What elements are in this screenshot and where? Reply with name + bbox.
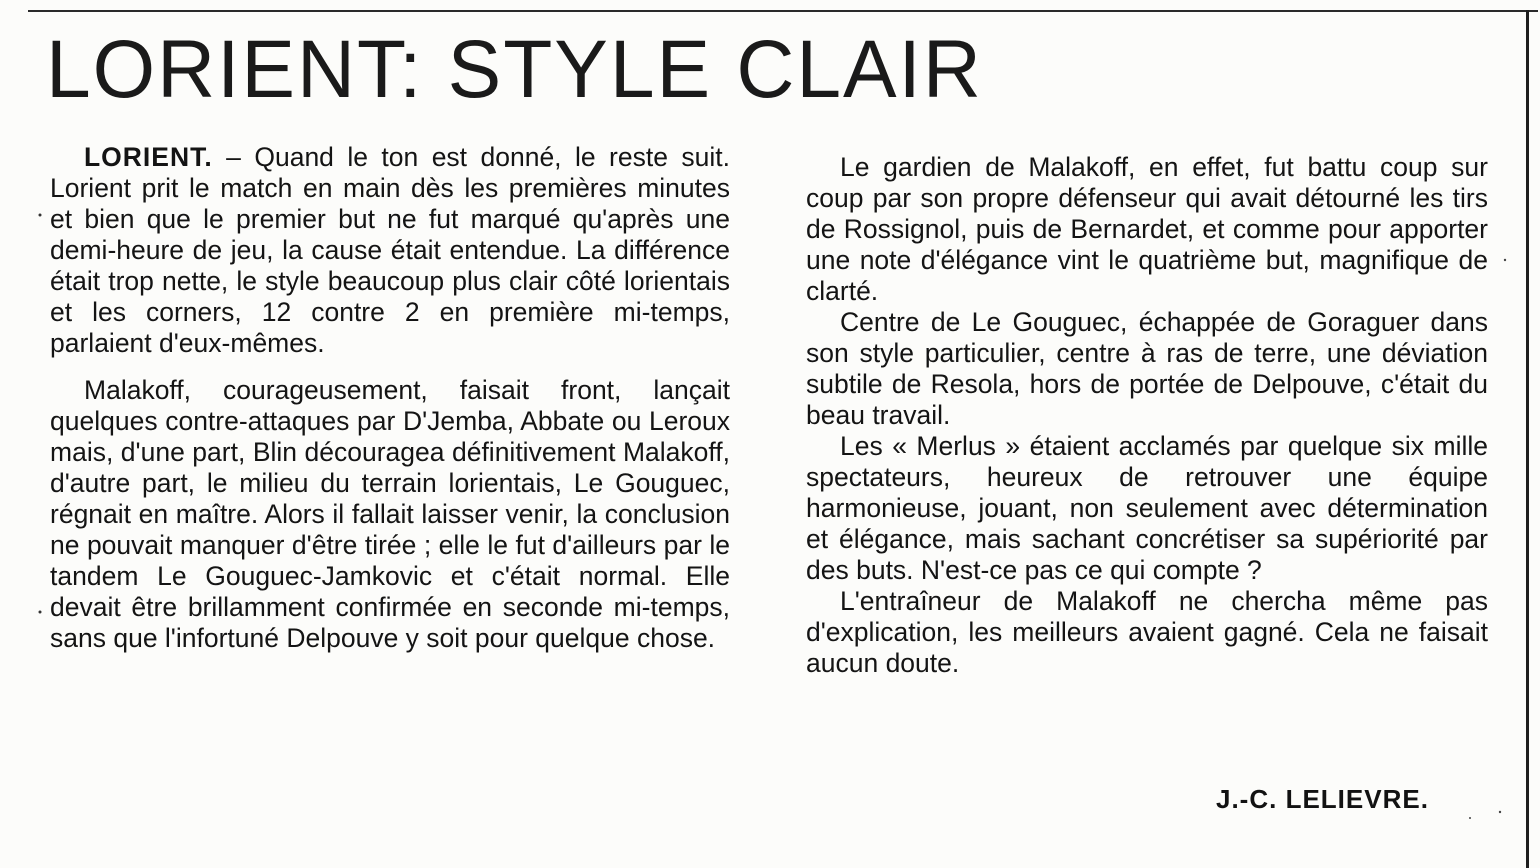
paragraph-6: L'entraîneur de Malakoff ne chercha même pas d'explication, les meilleurs avaient gagné. Cela ne faisait aucun doute. [806, 586, 1488, 678]
clipping-top-edge [28, 10, 1538, 12]
author-byline: J.-C. LELIEVRE. [1216, 784, 1429, 814]
article-headline: LORIENT: STYLE CLAIR [46, 24, 983, 115]
paragraph-1 [50, 142, 730, 359]
clipping-right-edge [1526, 10, 1529, 868]
article-left-column [50, 142, 730, 654]
paragraph-4: Centre de Le Gouguec, échappée de Goraguer dans son style particulier, centre à ras de terre, une déviation subtile de Resola, hors de portée de Delpouve, c'était du beau travail. [806, 307, 1488, 430]
paragraph-1-text: – Quand le ton est donné, le reste suit. Lorient prit le match en main dès les premières minutes et bien que le premier but ne fut marqué qu'après une demi-heure de jeu, la cause était entendue. La différence était trop nette, le style beaucoup plus clair côté lorientais et les corners, 12 contre 2 en première mi-temps, parlaient d'eux-mêmes. [50, 142, 730, 358]
paragraph-2: Malakoff, courageusement, faisait front, lançait quelques contre-attaques par D'Jemba, Abbate ou Leroux mais, d'une part, Blin découragea définitivement Malakoff, d'autre part, le milieu du terrain lorientais, Le Gouguec, régnait en maître. Alors il fallait laisser venir, la conclusion ne pouvait manquer d'être tirée ; elle le fut d'ailleurs par le tandem Le Gouguec-Jamkovic et c'était normal. Elle devait être brillamment confirmée en seconde mi-temps, sans que l'infortuné Delpouve y soit pour quelque chose. [50, 375, 730, 653]
dateline: LORIENT. [84, 142, 213, 172]
article-right-column [806, 152, 1488, 679]
paragraph-3: Le gardien de Malakoff, en effet, fut battu coup sur coup par son propre défenseur qui avait détourné les tirs de Rossignol, puis de Bernardet, et comme pour apporter une note d'élégance vint le quatrième but, magnifique de clarté. [806, 152, 1488, 306]
paragraph-5: Les « Merlus » étaient acclamés par quelque six mille spectateurs, heureux de retrouver une équipe harmonieuse, jouant, non seulement avec détermination et élégance, mais sachant concrétiser sa supériorité par des buts. N'est-ce pas ce qui compte ? [806, 431, 1488, 585]
